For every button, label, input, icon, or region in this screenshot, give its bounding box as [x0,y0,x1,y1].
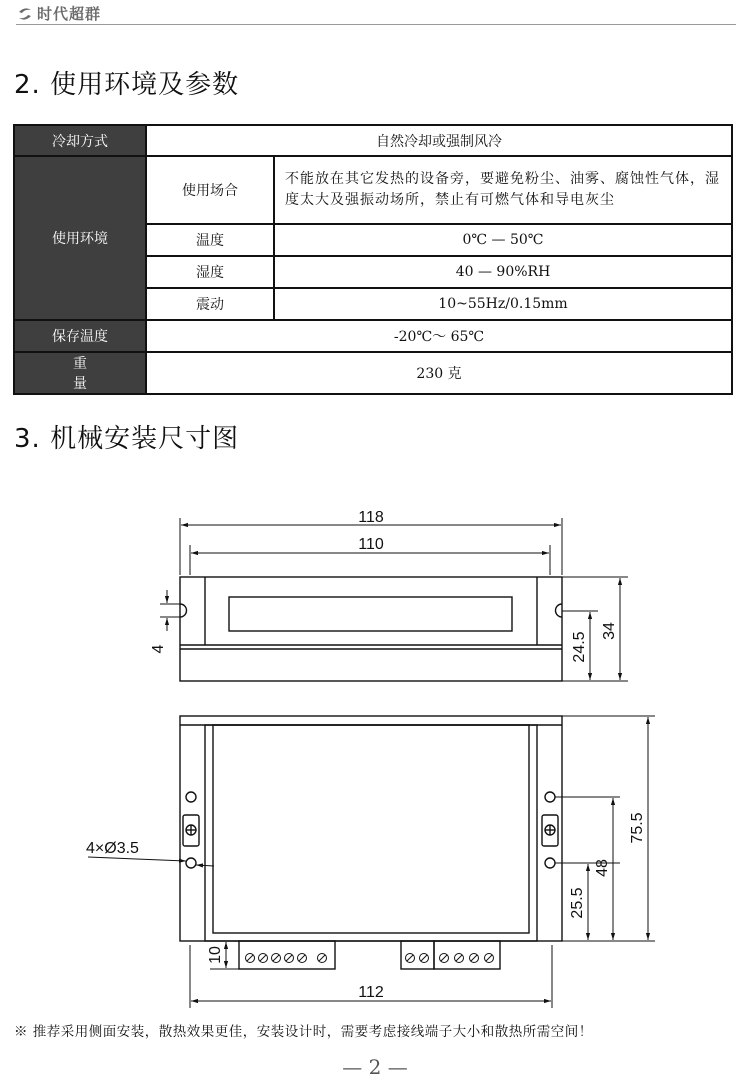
cooling-label: 冷却方式 [14,125,146,156]
dim-75-5-label: 75.5 [629,812,646,844]
dim-118-label: 118 [358,509,384,526]
place-value-cell [274,156,732,224]
table-row [14,156,732,224]
table-row [14,125,732,156]
front-view-outline [180,716,562,941]
brand-logo [16,3,101,24]
dim-flange-thickness [160,590,180,631]
temperature-label: 温度 [146,224,274,256]
humidity-value: 40 — 90%RH [274,256,732,288]
brand-name: 时代超群 [37,5,102,23]
mechanical-drawing [0,490,750,1020]
storage-temp-label: 保存温度 [14,320,146,352]
table-row [14,320,732,352]
dim-4-label: 4 [150,644,167,654]
section-title-environment: 2. 使用环境及参数 [14,70,240,100]
weight-label: 重量 [14,352,146,394]
terminal-block-2pin [401,941,434,969]
dim-hole-label: 4×Ø3.5 [86,840,139,857]
table-row [14,352,732,394]
heatsink-slot [229,597,512,631]
terminal-block-4pin [434,941,500,969]
place-value: 不能放在其它发热的设备旁，要避免粉尘、油雾、腐蚀性气体，湿度太大及强振动场所，禁止有可燃气体和导电灰尘 [285,171,720,208]
use-env-label: 使用环境 [14,156,146,320]
vibration-label: 震动 [146,288,274,320]
dim-112-label: 112 [358,984,384,1001]
dim-24-5-label: 24.5 [571,631,588,663]
dim-48-label: 48 [594,859,611,877]
terminal-screws [246,954,494,963]
place-label: 使用场合 [146,156,274,224]
storage-temp-value: -20℃～ 65℃ [146,320,732,352]
cooling-value: 自然冷却或强制风冷 [146,125,732,156]
page-number: — 2 — [342,1055,408,1079]
front-view [180,716,562,969]
installation-footnote: ※ 推荐采用侧面安装，散热效果更佳，安装设计时，需要考虑接线端子大小和散热所需空间！ [14,1024,593,1040]
temperature-value: 0℃ — 50℃ [274,224,732,256]
dim-34-label: 34 [601,622,618,640]
s-swoosh-logo-icon [16,6,34,22]
dim-110-label: 110 [358,536,384,553]
page-header [16,0,736,25]
weight-value: 230 克 [146,352,732,394]
environment-table [13,124,733,395]
dim-10-label: 10 [207,946,224,964]
vibration-value: 10~55Hz/0.15mm [274,288,732,320]
section-title-dimensions: 3. 机械安装尺寸图 [14,424,240,454]
side-view-outline [180,577,562,681]
dim-25-5-label: 25.5 [569,887,586,919]
dim-side-heights [562,577,628,681]
side-view [180,577,562,681]
humidity-label: 湿度 [146,256,274,288]
